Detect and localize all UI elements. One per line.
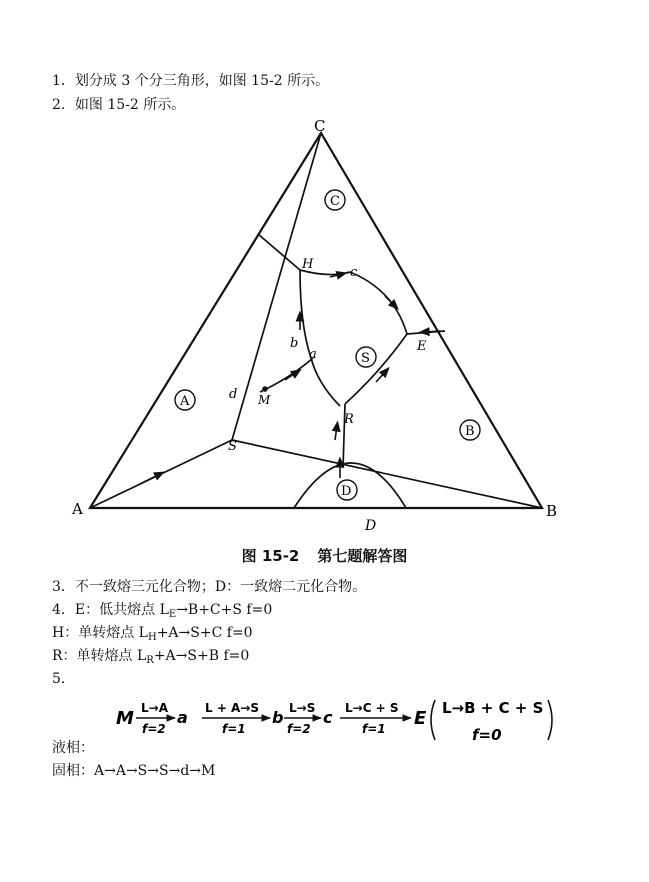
curve-a-R — [311, 358, 340, 406]
seq-start: M — [116, 708, 134, 729]
answer-item-3: 3．不一致熔三元化合物；D：一致熔二元化合物。 — [52, 579, 367, 595]
seq-final-top: L→B + C + S — [442, 699, 544, 717]
curve-H-a — [300, 270, 311, 358]
answer-item-5: 5． — [52, 671, 75, 687]
seq-step4-end: E — [414, 708, 427, 729]
curve-c-E — [350, 272, 407, 334]
seq-step4-bottom: f=1 — [362, 722, 386, 736]
region-C-label: C — [330, 194, 340, 209]
seq-step3-end: c — [323, 708, 333, 727]
answer-point-H: H：单转熔点 $L_H+A\to S+C$ f=0 — [52, 625, 253, 643]
point-M — [262, 386, 268, 392]
figure-caption — [0, 545, 649, 566]
caption-title: 第七题解答图 — [317, 547, 408, 565]
seq-step2-end: b — [272, 708, 284, 727]
answer-item-4: 4．E：低共熔点 $L_E\to B+C+S$ f=0 — [52, 602, 273, 620]
caption-number: 图 15-2 — [241, 547, 300, 565]
vertex-C-label: C — [314, 117, 326, 135]
crystallization-path — [260, 358, 313, 392]
point-R-label: R — [344, 412, 354, 427]
seq-step4-top: L→C + S — [345, 701, 399, 715]
seq-step3-bottom: f=2 — [287, 722, 311, 736]
curve-to-H — [258, 234, 300, 270]
point-E-label: E — [417, 339, 427, 354]
seq-final-bottom: f=0 — [472, 726, 502, 744]
point-a-label: a — [309, 347, 317, 362]
region-S-label: S — [361, 351, 370, 366]
answer-item-1: 1．划分成 3 个分三角形，如图 15-2 所示。 — [52, 73, 330, 89]
curve-E-R — [345, 334, 407, 404]
vertex-B-label: B — [546, 502, 558, 520]
answer-item-2: 2．如图 15-2 所示。 — [52, 97, 186, 113]
point-d-label: d — [229, 387, 238, 402]
vertex-A-label: A — [72, 500, 83, 518]
phase-diagram — [0, 110, 649, 540]
answer-point-R: R：单转熔点 $L_R+A\to S+B$ f=0 — [52, 648, 250, 666]
point-D-label: D — [365, 518, 377, 534]
line-S-B — [232, 440, 542, 508]
solid-phase-path: 固相：A→A→S→S→d→M — [52, 763, 216, 779]
point-b-label: b — [290, 336, 299, 351]
crystallization-sequence — [100, 690, 580, 750]
seq-step3-top: L→S — [289, 701, 316, 715]
seq-step1-top: L→A — [141, 701, 168, 715]
seq-step2-bottom: f=1 — [222, 722, 246, 736]
point-H-label: H — [302, 257, 314, 272]
triangle-outline — [90, 133, 542, 508]
seq-step1-end: a — [177, 708, 188, 727]
region-D-label: D — [341, 484, 352, 499]
region-A-label: A — [180, 394, 190, 409]
seq-step1-bottom: f=2 — [142, 722, 166, 736]
point-S-label: S — [228, 439, 237, 454]
liquid-phase-label: 液相： — [52, 740, 94, 756]
point-M-label: M — [258, 393, 271, 407]
line-S-C — [232, 133, 321, 440]
region-B-label: B — [465, 424, 475, 439]
seq-step2-top: L + A→S — [205, 701, 260, 715]
point-c-label: c — [350, 265, 358, 280]
